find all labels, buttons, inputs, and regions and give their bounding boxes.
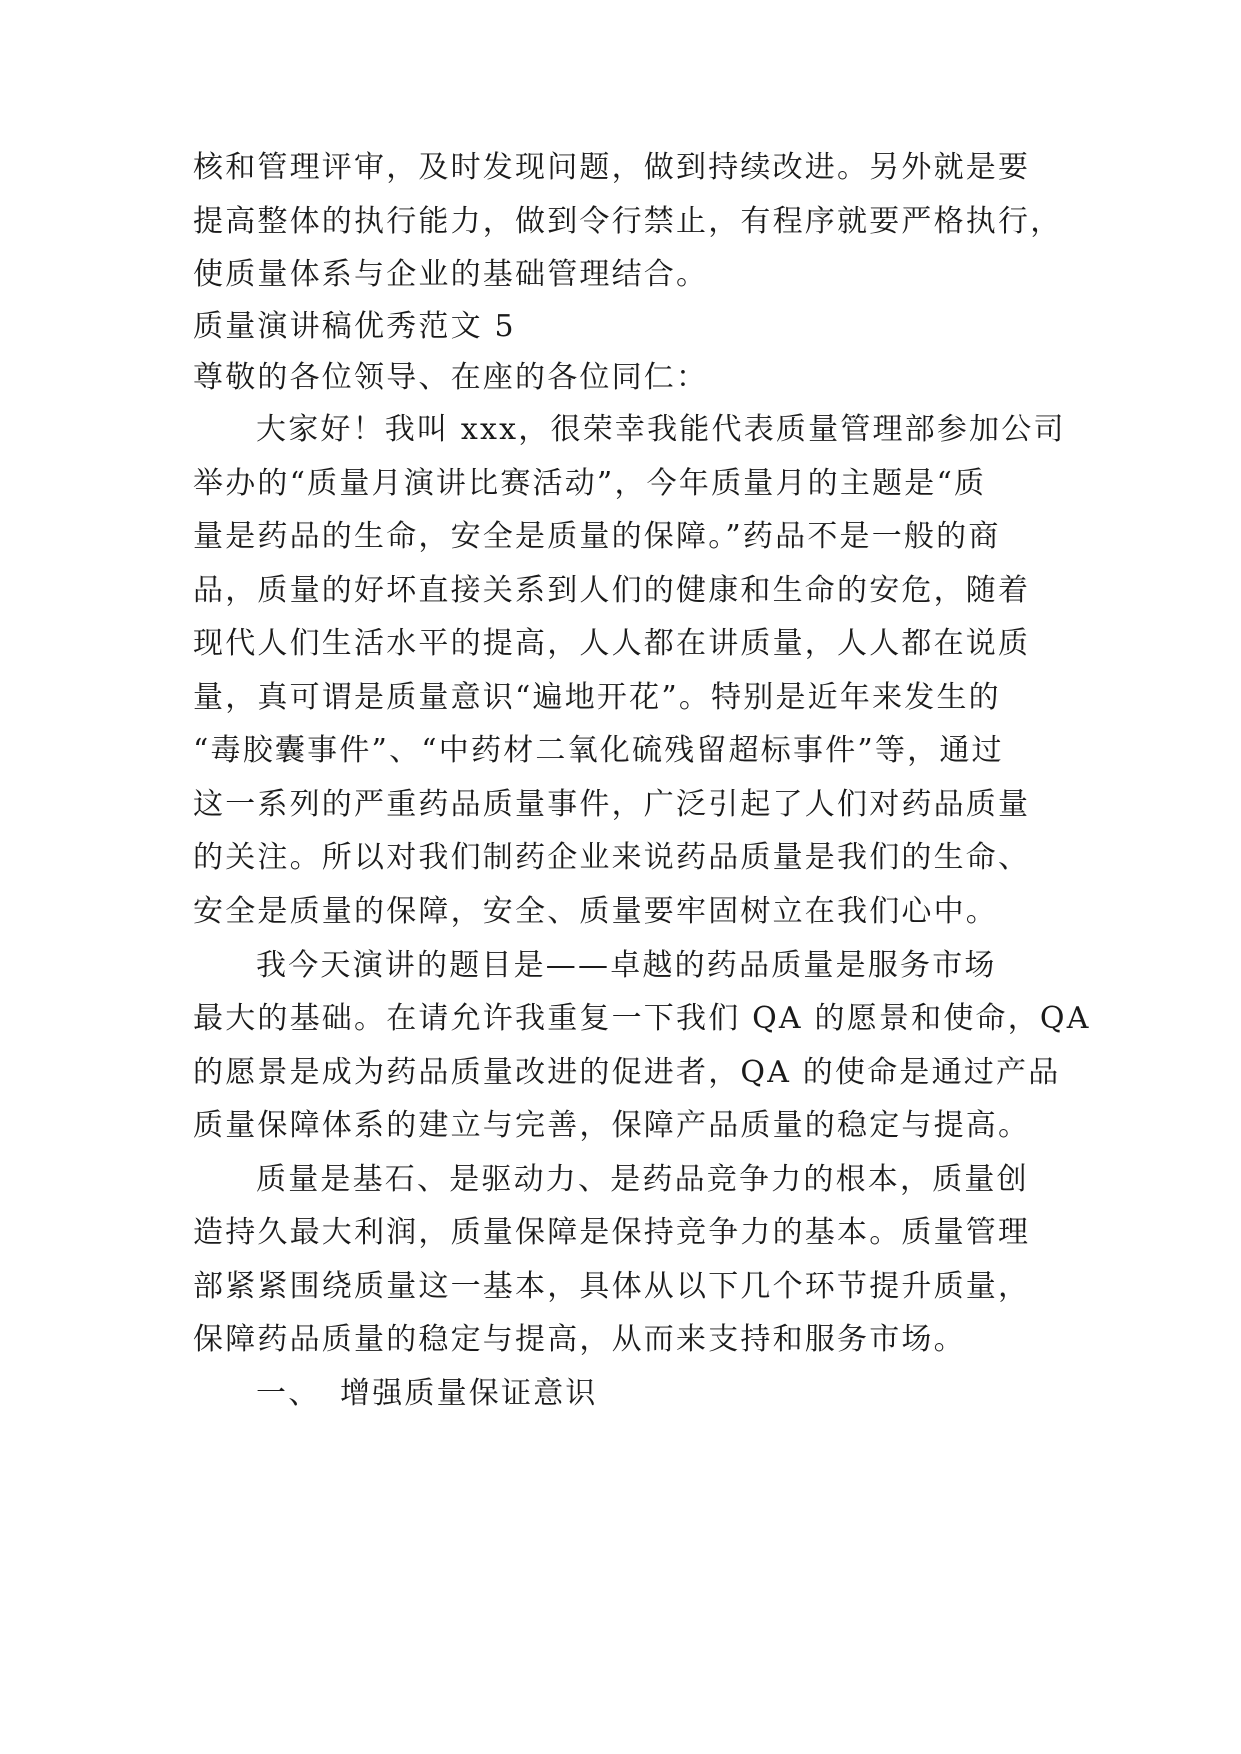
body-text-line: 核和管理评审，及时发现问题，做到持续改进。另外就是要 bbox=[193, 150, 1031, 185]
body-text-line: 品，质量的好坏直接关系到人们的健康和生命的安危，随着 bbox=[193, 573, 1031, 608]
section-heading-title: 增强质量保证意识 bbox=[340, 1376, 598, 1411]
body-text-line: 大家好！我叫 xxx，很荣幸我能代表质量管理部参加公司 bbox=[256, 412, 1066, 447]
section-title: 质量演讲稿优秀范文 5 bbox=[193, 309, 516, 344]
body-text-line: 举办的“质量月演讲比赛活动”，今年质量月的主题是“质 bbox=[193, 466, 987, 501]
body-text-line: 最大的基础。在请允许我重复一下我们 QA 的愿景和使命，QA bbox=[193, 1001, 1091, 1036]
body-text-line: 量，真可谓是质量意识“遍地开花”。特别是近年来发生的 bbox=[193, 680, 1001, 715]
body-text-line: 量是药品的生命，安全是质量的保障。”药品不是一般的商 bbox=[193, 519, 1001, 554]
body-text-line: 现代人们生活水平的提高，人人都在讲质量，人人都在说质 bbox=[193, 626, 1031, 661]
body-text-line: 的关注。所以对我们制药企业来说药品质量是我们的生命、 bbox=[193, 840, 1031, 875]
body-text-line: “毒胶囊事件”、“中药材二氧化硫残留超标事件”等，通过 bbox=[193, 733, 1004, 768]
body-text-line: 质量是基石、是驱动力、是药品竞争力的根本，质量创 bbox=[256, 1162, 1029, 1197]
body-text-line: 这一系列的严重药品质量事件，广泛引起了人们对药品质量 bbox=[193, 787, 1031, 822]
salutation: 尊敬的各位领导、在座的各位同仁： bbox=[193, 360, 709, 395]
body-text-line: 造持久最大利润，质量保障是保持竞争力的基本。质量管理 bbox=[193, 1215, 1031, 1250]
body-text-line: 安全是质量的保障，安全、质量要牢固树立在我们心中。 bbox=[193, 894, 998, 929]
body-text-line: 提高整体的执行能力，做到令行禁止，有程序就要严格执行， bbox=[193, 204, 1063, 239]
section-heading-item bbox=[256, 1374, 1116, 1414]
body-text-line: 我今天演讲的题目是——卓越的药品质量是服务市场 bbox=[256, 948, 997, 983]
body-text-line: 质量保障体系的建立与完善，保障产品质量的稳定与提高。 bbox=[193, 1108, 1031, 1143]
body-text-line: 的愿景是成为药品质量改进的促进者，QA 的使命是通过产品 bbox=[193, 1055, 1061, 1090]
body-text-line: 保障药品质量的稳定与提高，从而来支持和服务市场。 bbox=[193, 1322, 966, 1357]
body-text-line: 部紧紧围绕质量这一基本，具体从以下几个环节提升质量， bbox=[193, 1269, 1031, 1304]
body-text-line: 使质量体系与企业的基础管理结合。 bbox=[193, 257, 709, 292]
section-heading-number: 一、 bbox=[256, 1376, 321, 1411]
